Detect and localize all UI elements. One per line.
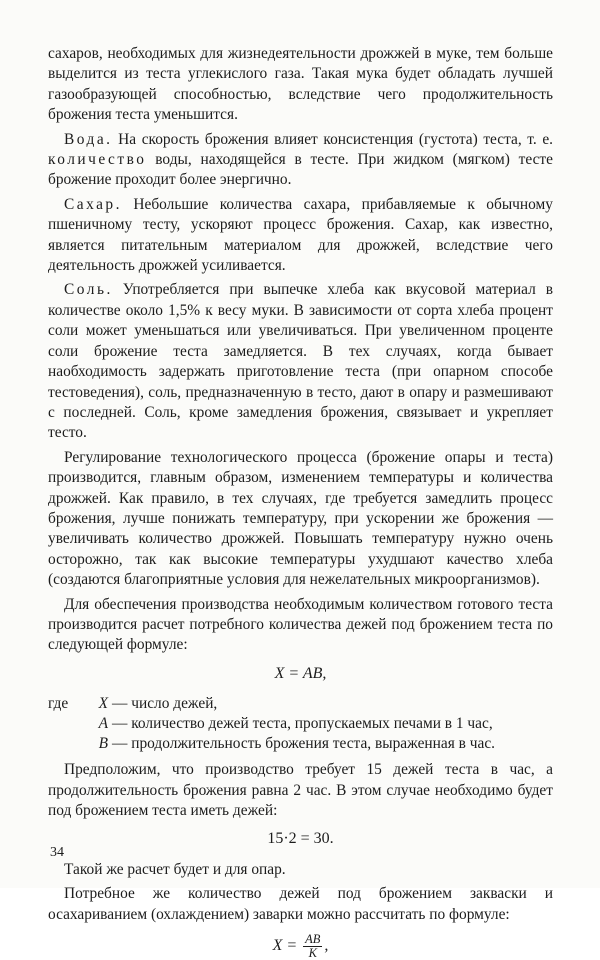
formula-trailing-comma: , [324,937,329,955]
paragraph-zakvaska: Потребное же количество дежей под брожением закваски и осахариванием (охлаждением) заварки можно рассчитать по формуле: [48,885,553,923]
legend-symbol: A [98,715,108,733]
term-water: Вода. [64,130,113,148]
page-body [48,44,553,960]
paragraph-water-text-a: На скорость брожения влияет консистенция (густота) теста, т. е. [112,130,553,148]
paragraph-salt-text: Употребляется при выпечке хлеба как вкусовой материал в количестве около 1,5% к весу муки. В зависимости от сорта хлеба процент соли может уменьшаться или увеличиваться. При увеличенном проценте соли брожение теста замедляется. В тех случаях, когда бывает наобходимость задержать приготовление теста (при опарном способе тестоведения), соль, предназначенную в тесто, дают в опару и размешивают с последней. Соль, кроме замедления брожения, связывает и укрепляет тесто. [48,281,553,442]
legend-row-b [48,734,553,754]
paragraph-water-text-b: воды, находящейся в тесте. При жидком (мягком) тесте брожение проходит более энергично. [48,151,553,189]
formula-fraction [303,933,322,960]
legend-row-x [48,694,553,714]
term-salt: Соль. [64,281,113,299]
legend-definition: — продолжительность брожения теста, выраженная в час. [112,735,495,753]
paragraph-example: Предположим, что производство требует 15 дежей теста в час, а продолжительность брожения равна 2 час. В этом случае необходимо будет под брожением теста иметь дежей: [48,761,553,819]
paragraph-water [48,130,553,191]
paragraph-salt [48,280,553,443]
formula-example-result [48,829,553,849]
paragraph-sugars-continued: сахаров, необходимых для жизнедеятельности дрожжей в муке, тем больше выделится из теста углекислого газа. Такая мука будет обладать лучшей газообразующей способностью, вследствие чего продолжительность брожения теста уменьшится. [48,45,553,124]
legend-definition: — число дежей, [112,695,218,713]
formula-x-equals-ab-over-k [48,933,553,960]
legend-lead-word: где [48,695,69,713]
page-number: 34 [50,845,64,860]
term-quantity: количество [48,151,147,169]
paragraph-dough-calculation: Для обеспечения производства необходимым количеством готового теста производится расчет потребного количества дежей под брожением теста по следующей формуле: [48,595,553,654]
legend-symbol: B [98,735,108,753]
paragraph-sugar [48,195,553,277]
paragraph-regulation: Регулирование технологического процесса (брожение опары и теста) производится, главным образом, изменением температуры и количества дрожжей. Как правило, в тех случаях, где требуется замедлить процесс брожения, лучше понижать температуру, при ускорении же брожения — увеличивать количество дрожжей. Повышать температуру нужно очень осторожно, так как высокие температуры ухудшают качество хлеба (создаются благоприятные условия для нежелательных микроорганизмов). [48,448,553,589]
legend-symbol: X [98,695,108,713]
legend-row-a [48,714,553,734]
fraction-denominator: K [308,946,317,960]
formula-legend [48,694,553,754]
paragraph-opara: Такой же расчет будет и для опар. [64,860,286,878]
legend-definition: — количество дежей теста, пропускаемых печами в 1 час, [112,715,493,733]
fraction-numerator: AB [305,932,321,947]
formula-x-equals-ab: X = AB, [274,664,327,682]
formula-lhs: X = [272,937,298,955]
formula-example-text: 15·2 = 30. [267,830,334,848]
term-sugar: Сахар. [64,195,122,213]
paragraph-sugar-text: Небольшие количества сахара, прибавляемые к обычному пшеничному тесту, ускоряют процесс брожения. Сахар, как известно, является питательным материалом для дрожжей, вследствие чего деятельность дрожжей усиливается. [48,195,553,275]
